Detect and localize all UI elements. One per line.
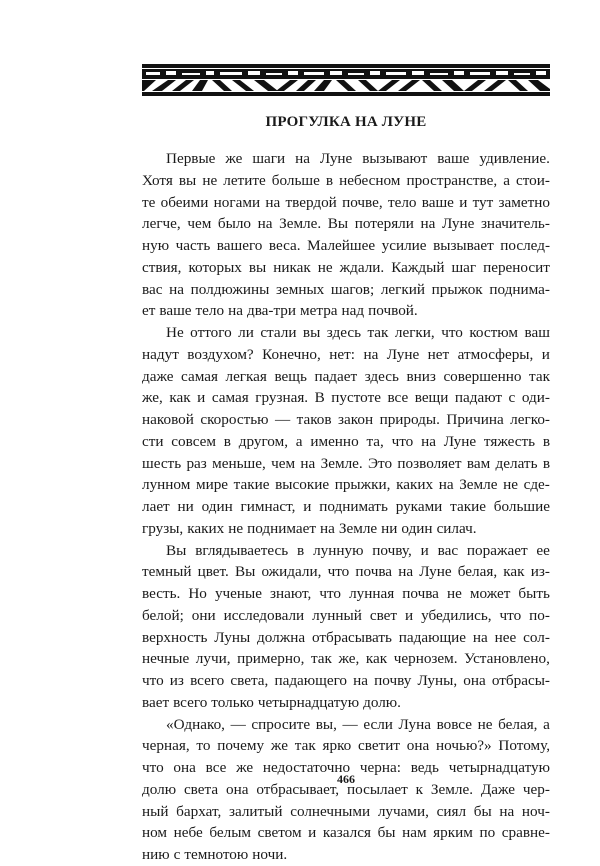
text-line: Первые же шаги на Луне вызывают ваше удивление. [166,150,550,167]
text-line: Не оттого ли стали вы здесь так легки, что костюм ваш [166,324,550,341]
body-text [142,148,550,866]
text-line: темный цвет. Вы ожидали, что почва на Луне белая, как из- [142,563,550,581]
text-line: весть. Но ученые знают, что лунная почва не может быть [142,585,550,602]
text-line: вас на полдюжины земных шагов; легкий прыжок поднима- [142,280,550,298]
text-line: шесть раз меньше, чем на Земле. Это позволяет вам делать в [142,454,550,472]
text-line: надут воздухом? Конечно, нет: на Луне нет атмосферы, и [142,345,550,363]
text-line: легче, чем было на Земле. Вы потеряли на Луне значитель- [142,215,550,233]
text-line: же, как и самая грузная. В пустоте все вещи падают с оди- [142,389,550,407]
text-line: наковой скоростью — таков закон природы. Причина легко- [142,411,550,428]
text-line: «Однако, — спросите вы, — если Луна вовсе не белая, а [166,715,550,733]
text-line: ную часть вашего веса. Малейшее усилие вызывает послед- [142,237,550,254]
text-line: долю света она отбрасывает, посылает к Земле. Даже чер- [142,780,550,798]
text-line: верхность Луны должна отбрасывать падающие на нее сол- [142,628,550,646]
chapter-title: ПРОГУЛКА НА ЛУНЕ [265,114,427,130]
text-line: вает всего только четырнадцатую долю. [142,693,401,711]
text-line: белой; они исследовали лунный свет и убедились, что по- [142,606,550,624]
text-line: лунном мире такие высокие прыжки, каких на Земле не сде- [142,476,550,494]
text-line: Вы вглядываетесь в лунную почву, и вас поражает ее [166,541,550,559]
text-line: черная, то почему же так ярко светит она ночью?» Потому, [142,737,550,755]
page-number: 466 [337,772,355,786]
text-line: ном небе белым светом и казался бы нам ярким по сравне- [142,824,550,842]
text-line: Хотя вы не летите больше в небесном пространстве, а стои- [142,171,550,189]
text-line: ствия, которых вы никак не ждали. Каждый шаг переносит [142,258,550,276]
text-line: сти совсем в другом, а именно та, что на Луне тяжесть в [142,432,550,450]
text-line: ный бархат, залитый солнечными лучами, сиял бы на ноч- [142,802,550,820]
text-line: те обеими ногами на твердой почве, тело ваше и тут заметно [142,193,550,211]
text-line: грузы, каких не поднимает на Земле ни один силач. [142,519,477,537]
text-line: что из всего света, падающего на почву Луны, она отбрасы- [142,672,550,689]
text-line: нечные лучи, примерно, так же, как чернозем. Установлено, [142,650,550,668]
text-line: что она все же недостаточно черна: ведь четырнадцатую [142,759,550,776]
ornamental-header-band [142,64,550,96]
text-line: ет ваше тело на два-три метра над почвой. [142,302,418,320]
text-line: даже самая легкая вещь падает здесь вниз совершенно так [142,367,550,385]
text-line: лает ни один гимнаст, и поднимать руками такие большие [142,498,550,515]
text-line: нию с темнотою ночи. [142,846,288,863]
